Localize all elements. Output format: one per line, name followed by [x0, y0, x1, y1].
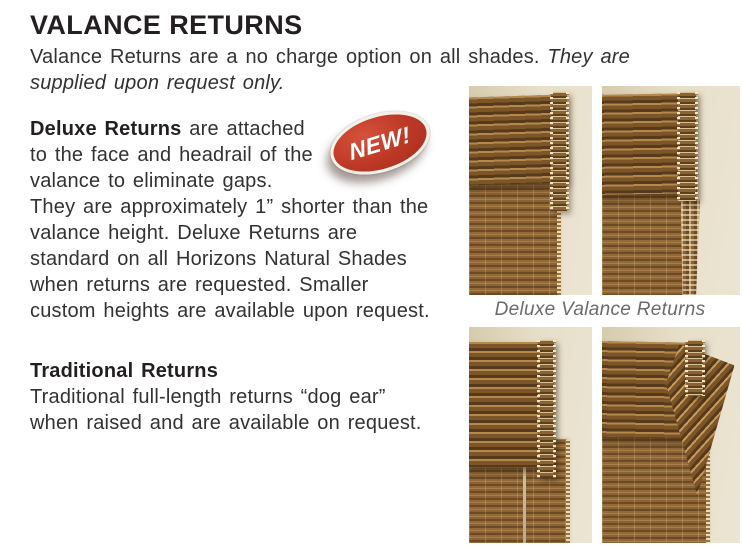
traditional-heading: Traditional Returns: [30, 360, 219, 382]
deluxe-body: are attached to the face and headrail of the valance to eliminate gaps. They are approximately 1” shorter than the valance height. Deluxe Returns are standard on all Horizons Natural Shades when returns are requested. Smaller custom heights are available upon request.: [30, 118, 430, 322]
traditional-paragraph: [30, 358, 435, 436]
intro-text: Valance Returns are a no charge option on all shades.: [30, 46, 540, 68]
new-badge-oval: [323, 100, 438, 185]
photo-caption: Deluxe Valance Returns: [494, 299, 706, 320]
new-badge: [323, 116, 435, 168]
photo-deluxe-return-detail: [602, 86, 740, 295]
photo-deluxe-return-lowered: [469, 86, 592, 295]
photo-traditional-return-dogear: [602, 327, 740, 543]
new-badge-label: NEW!: [346, 120, 413, 166]
valance-return-strip: [551, 92, 567, 211]
deluxe-heading: Deluxe Returns: [30, 118, 182, 140]
intro-text-italic: They are supplied upon request only.: [30, 46, 630, 94]
traditional-body: Traditional full-length returns “dog ear” when raised and are available on request.: [30, 386, 422, 434]
full-length-return-strip: [538, 340, 554, 478]
edging-drape: [681, 199, 700, 295]
page-title: VALANCE RETURNS: [30, 10, 303, 40]
photo-traditional-return-raised: [469, 327, 592, 543]
return-strip: [686, 340, 703, 396]
valance-return-strip: [678, 92, 696, 201]
shade-body: [602, 186, 690, 295]
deluxe-paragraph: [30, 116, 435, 324]
